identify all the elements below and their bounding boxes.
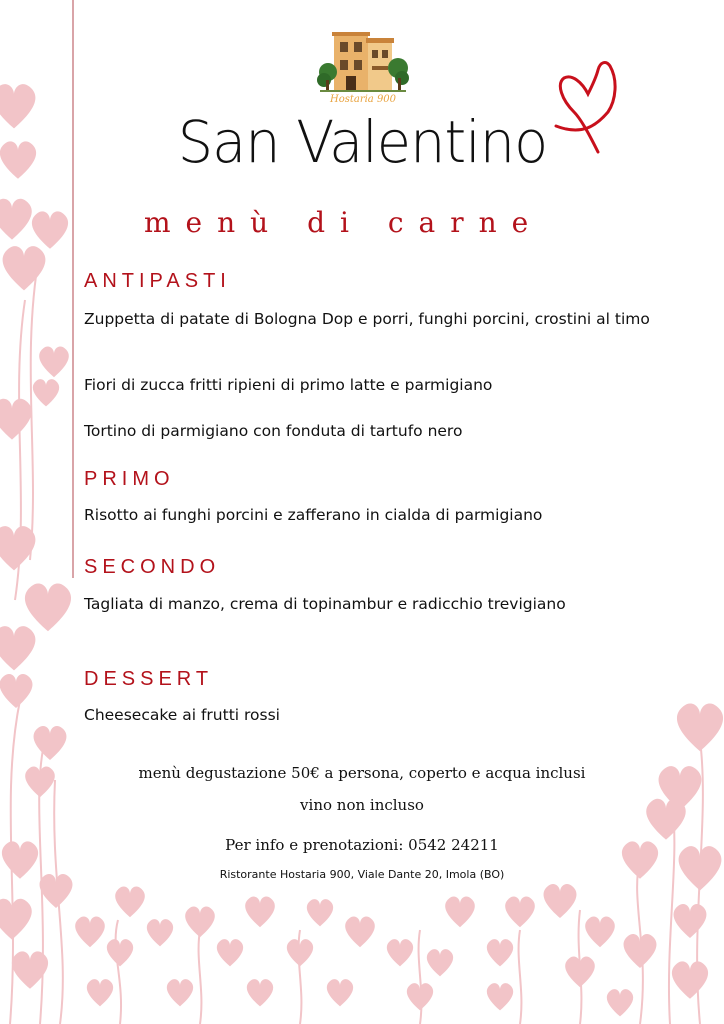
vertical-divider [72,0,74,578]
dish-item: Risotto ai funghi porcini e zafferano in cialda di parmigiano [84,506,543,524]
dish-item: Tagliata di manzo, crema di topinambur e radicchio trevigiano [84,595,566,613]
wine-note: vino non incluso [300,796,424,814]
page-title [0,108,724,176]
section-title-antipasti: ANTIPASTI [84,270,231,292]
price-note: menù degustazione 50€ a persona, coperto e acqua inclusi [138,764,586,782]
section-title-secondo: SECONDO [84,556,221,578]
section-title-primo: PRIMO [84,468,175,490]
title-text: San Valentino [177,108,547,176]
dish-item: Fiori di zucca fritti ripieni di primo latte e parmigiano [84,376,493,394]
dish-item: Zuppetta di patate di Bologna Dop e porri, funghi porcini, crostini al timo [84,310,650,328]
dish-item: Tortino di parmigiano con fonduta di tartufo nero [84,422,463,440]
booking-info: Per info e prenotazioni: 0542 24211 [225,836,499,854]
section-title-dessert: DESSERT [84,668,214,690]
menu-subtitle: menù di carne [144,206,544,239]
dish-item: Cheesecake ai frutti rossi [84,706,280,724]
logo-text: Hostaria 900 [329,94,397,105]
restaurant-address: Ristorante Hostaria 900, Viale Dante 20, Imola (BO) [219,868,505,881]
